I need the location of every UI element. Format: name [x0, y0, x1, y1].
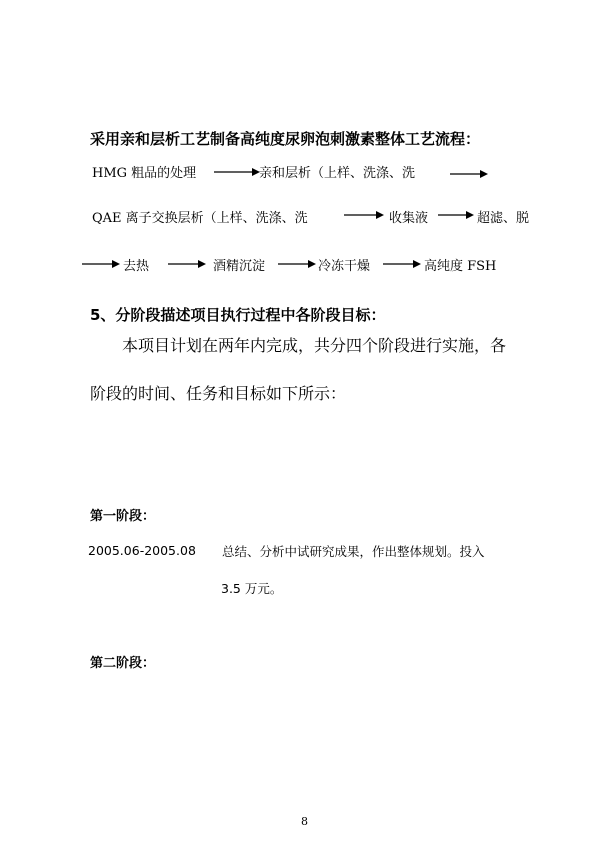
- stage-1-description-line2: 3.5 万元。: [221, 581, 283, 596]
- flow-step-depyrogen: 去热: [123, 259, 150, 274]
- flow-step-hmg: HMG 粗品的处理: [92, 166, 197, 181]
- flow-step-ethanol: 酒精沉淀: [213, 259, 266, 274]
- section-5-paragraph-line2: 阶段的时间、任务和目标如下所示：: [90, 384, 347, 403]
- stage-1-label: 第一阶段：: [90, 509, 156, 524]
- section-5-paragraph-line1: 本项目计划在两年内完成，共分四个阶段进行实施，各: [122, 336, 507, 355]
- stage-1-description-line1: 总结、分析中试研究成果，作出整体规划。投入: [222, 544, 485, 559]
- stage-1-period: 2005.06-2005.08: [88, 543, 196, 558]
- flow-arrow: [383, 258, 421, 270]
- flow-step-affinity: 亲和层析（上样、洗涤、洗: [259, 166, 416, 181]
- section-5-title: 5、分阶段描述项目执行过程中各阶段目标：: [90, 306, 386, 324]
- flow-arrow: [438, 209, 474, 221]
- flow-arrow: [344, 209, 384, 221]
- flow-heading: 采用亲和层析工艺制备高纯度尿卵泡刺激素整体工艺流程：: [90, 130, 481, 148]
- flow-step-collect: 收集液: [389, 211, 429, 226]
- flow-step-freezedry: 冷冻干燥: [318, 259, 371, 274]
- flow-step-fsh: 高纯度 FSH: [424, 259, 497, 274]
- stage-2-label: 第二阶段：: [90, 656, 156, 671]
- flow-step-qae: QAE 离子交换层析（上样、洗涤、洗: [92, 211, 308, 226]
- flow-arrow: [450, 168, 488, 180]
- flow-arrow: [168, 258, 206, 270]
- flow-arrow: [278, 258, 316, 270]
- flow-step-ultrafilter: 超滤、脱: [477, 211, 530, 226]
- page-number: 8: [301, 815, 308, 828]
- flow-arrow: [214, 166, 260, 178]
- flow-arrow: [82, 258, 120, 270]
